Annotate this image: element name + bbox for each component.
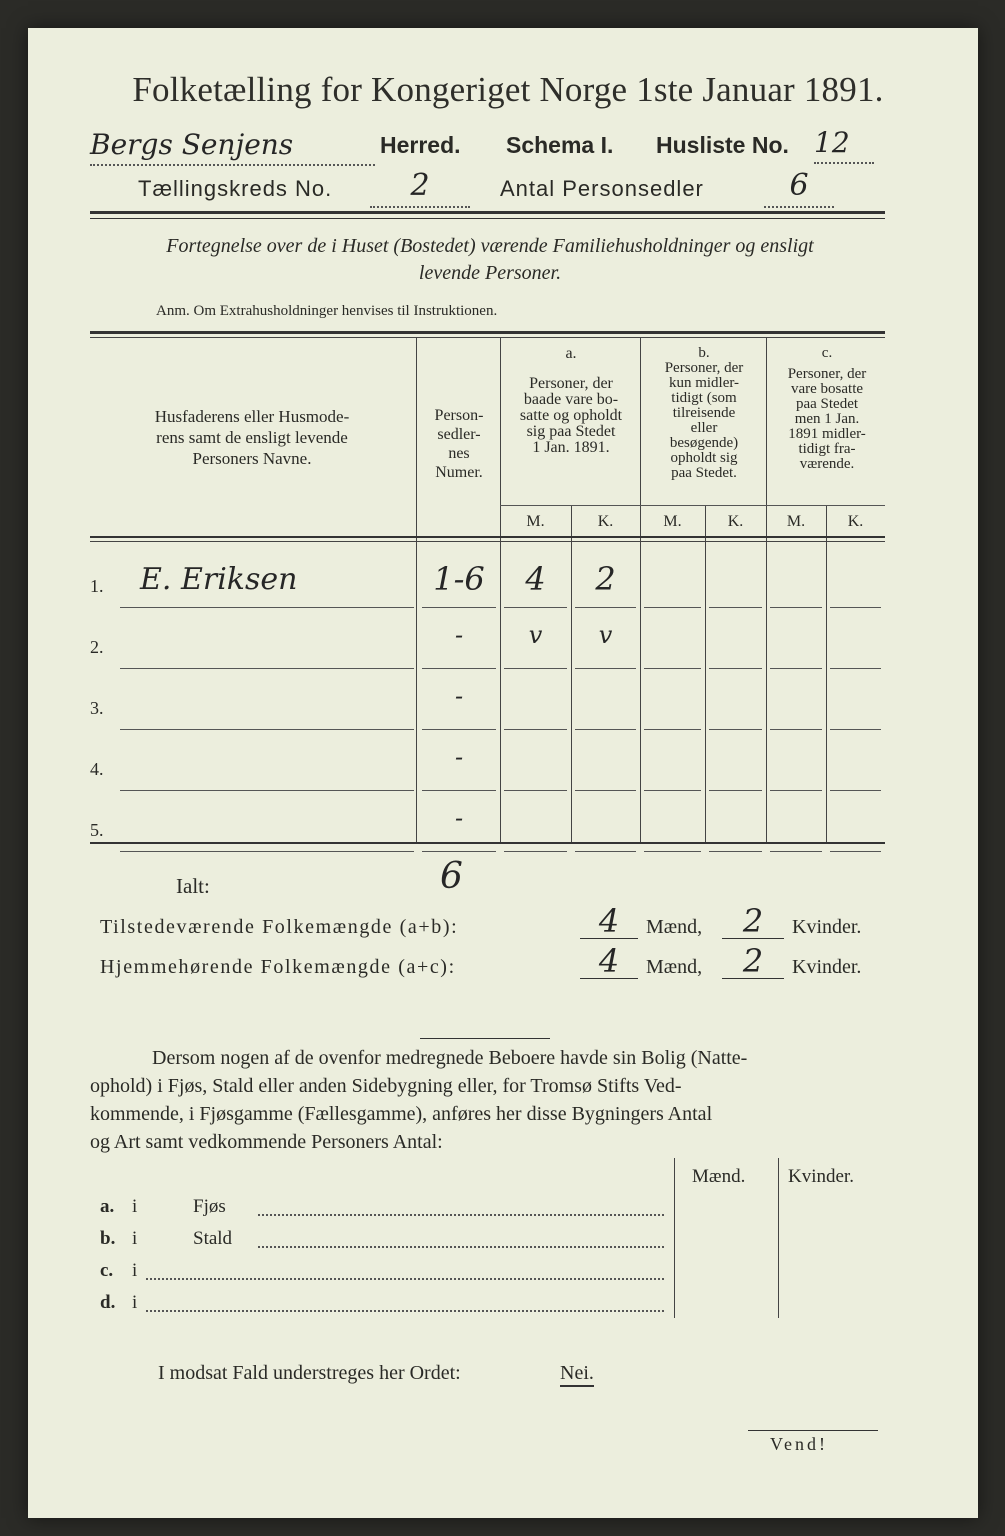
- col-divider: [826, 506, 827, 842]
- tilst-m-value: 4: [580, 902, 638, 939]
- ialt-value: 6: [440, 856, 463, 897]
- cell-line: [709, 607, 762, 608]
- cell-line: [830, 607, 881, 608]
- cell-line: [422, 851, 496, 852]
- col-c-header: [767, 346, 887, 472]
- cell-line: [709, 668, 762, 669]
- header-line: Personer, der: [529, 375, 613, 392]
- cell-line: [770, 729, 822, 730]
- header-line: tidigt fra-: [798, 441, 856, 457]
- row-line: [120, 851, 414, 852]
- num-col-header: [418, 406, 500, 482]
- tellingskreds-value: 2: [370, 168, 470, 208]
- cell-line: [644, 790, 701, 791]
- header-line: paa Stedet.: [671, 465, 737, 481]
- header-line: tidigt (som: [671, 390, 737, 406]
- buildings-row-letter: c.: [100, 1260, 114, 1281]
- col-b-header: [641, 346, 767, 481]
- paragraph-line: og Art samt vedkommende Personers Antal:: [90, 1131, 443, 1153]
- cell-line: [422, 790, 496, 791]
- cell-line: [575, 851, 636, 852]
- col-divider: [705, 506, 706, 842]
- cell-line: [422, 729, 496, 730]
- buildings-row-prep: i: [132, 1228, 138, 1249]
- header-line: kun midler-: [668, 375, 740, 391]
- cell-line: [770, 851, 822, 852]
- header-line: sig paa Stedet: [526, 423, 616, 440]
- header-line: tilreisende: [672, 405, 736, 421]
- census-form: [28, 28, 978, 1518]
- name-col-header: [90, 406, 414, 469]
- cell-line: [830, 668, 881, 669]
- header-line: værende.: [799, 456, 855, 472]
- c-k-label: K.: [847, 513, 864, 530]
- header-line: baade vare bo-: [523, 391, 619, 408]
- col-divider: [571, 506, 572, 842]
- row-name: E. Eriksen: [140, 562, 298, 597]
- intro-line-1: Fortegnelse over de i Huset (Bostedet) værende Familiehusholdninger og ensligt: [166, 235, 814, 257]
- vend-text: Vend!: [770, 1434, 828, 1454]
- row-number: 3.: [90, 698, 104, 718]
- buildings-col-divider: [674, 1158, 675, 1318]
- row-line: [120, 790, 414, 791]
- vend-rule: [748, 1430, 878, 1431]
- modsat-text: I modsat Fald understreges her Ordet:: [158, 1362, 461, 1384]
- header-line: men 1 Jan.: [794, 411, 860, 427]
- buildings-row-dots: [146, 1310, 664, 1312]
- paragraph-line: ophold) i Fjøs, Stald eller anden Sidebygning eller, for Tromsø Stifts Ved-: [90, 1075, 682, 1097]
- buildings-row-prep: i: [132, 1292, 138, 1313]
- section-divider: [420, 1038, 550, 1039]
- buildings-row-label: Fjøs: [193, 1196, 226, 1217]
- cell-sedler: 1-6: [433, 560, 485, 598]
- cell-line: [644, 729, 701, 730]
- header-line: eller: [690, 420, 718, 436]
- cell-line: [504, 851, 567, 852]
- cell-line: [575, 668, 636, 669]
- personsedler-label: Antal Personsedler: [500, 176, 704, 201]
- buildings-row-dots: [146, 1278, 664, 1280]
- schema-label: Schema I.: [506, 132, 614, 158]
- hjem-maend-label: Mænd,: [646, 956, 703, 978]
- cell-a-m: v: [528, 621, 543, 649]
- header-line: nes: [448, 445, 470, 462]
- buildings-row-letter: a.: [100, 1196, 115, 1217]
- cell-line: [575, 607, 636, 608]
- paragraph-line: Dersom nogen af de ovenfor medregnede Beboere havde sin Bolig (Natte-: [152, 1047, 748, 1069]
- c-m-label: M.: [786, 513, 806, 530]
- table-bottom-rule: [90, 842, 885, 844]
- header-line: satte og opholdt: [519, 407, 623, 424]
- buildings-row-dots: [258, 1214, 664, 1216]
- col-a-header: [502, 346, 640, 456]
- b-k-label: K.: [727, 513, 744, 530]
- col-letter: c.: [821, 345, 833, 361]
- row-number: 1.: [90, 576, 104, 596]
- table-top-rule: [90, 331, 885, 334]
- header-line: paa Stedet: [795, 396, 859, 412]
- buildings-row-prep: i: [132, 1196, 138, 1217]
- cell-a-k: v: [598, 621, 613, 649]
- header-line: Person-: [434, 407, 484, 424]
- paragraph-line: kommende, i Fjøsgamme (Fællesgamme), anføres her disse Bygningers Antal: [90, 1103, 713, 1125]
- table-header-rule: [90, 536, 885, 538]
- header-line: 1 Jan. 1891.: [532, 439, 610, 456]
- cell-line: [770, 790, 822, 791]
- buildings-row-label: Stald: [193, 1228, 233, 1249]
- tilst-label: Tilstedeværende Folkemængde (a+b):: [100, 916, 459, 938]
- herred-value: Bergs Senjens: [90, 128, 375, 166]
- b-m-label: M.: [663, 513, 682, 530]
- row-number: 5.: [90, 820, 104, 840]
- header-line: 1891 midler-: [788, 426, 866, 442]
- cell-line: [504, 668, 567, 669]
- row-line: [120, 607, 414, 608]
- a-k-label: K.: [597, 513, 614, 530]
- husliste-value: 12: [814, 126, 874, 164]
- cell-line: [422, 668, 496, 669]
- cell-line: [504, 607, 567, 608]
- subheader-rule: [500, 505, 885, 506]
- row-number: 4.: [90, 759, 104, 779]
- header-rule-thin: [90, 218, 885, 219]
- cell-line: [644, 607, 701, 608]
- cell-sedler: -: [454, 682, 464, 710]
- row-line: [120, 668, 414, 669]
- ialt-label: Ialt:: [176, 874, 210, 898]
- cell-line: [830, 729, 881, 730]
- buildings-paragraph: [90, 1044, 890, 1156]
- header-line: sedler-: [437, 426, 481, 443]
- header-line: Personer, der: [787, 366, 867, 382]
- cell-line: [830, 851, 881, 852]
- anm-note: Anm. Om Extrahusholdninger henvises til Instruktionen.: [156, 303, 498, 319]
- header-line: Personers Navne.: [192, 449, 312, 468]
- cell-line: [422, 607, 496, 608]
- husliste-label: Husliste No.: [656, 132, 789, 158]
- cell-sedler: -: [454, 743, 464, 771]
- buildings-row-prep: i: [132, 1260, 138, 1281]
- tilst-kvinder-label: Kvinder.: [792, 916, 862, 938]
- header-line: Personer, der: [664, 360, 744, 376]
- a-m-label: M.: [526, 513, 545, 530]
- cell-line: [770, 607, 822, 608]
- cell-line: [709, 790, 762, 791]
- cell-line: [575, 729, 636, 730]
- cell-line: [644, 668, 701, 669]
- row-line: [120, 729, 414, 730]
- table-header-rule-thin: [90, 541, 885, 542]
- tellingskreds-label: Tællingskreds No.: [138, 176, 333, 201]
- header-rule: [90, 211, 885, 214]
- header-line: opholdt sig: [670, 450, 738, 466]
- buildings-kvinder-header: Kvinder.: [788, 1166, 854, 1187]
- buildings-row-letter: b.: [100, 1228, 116, 1249]
- buildings-row-letter: d.: [100, 1292, 116, 1313]
- cell-line: [504, 790, 567, 791]
- header-line: Husfaderens eller Husmode-: [154, 407, 350, 426]
- cell-line: [709, 851, 762, 852]
- cell-line: [709, 729, 762, 730]
- form-title: Folketælling for Kongeriget Norge 1ste Januar 1891.: [132, 70, 884, 109]
- cell-sedler: -: [454, 621, 464, 649]
- buildings-maend-header: Mænd.: [692, 1166, 746, 1187]
- cell-line: [644, 851, 701, 852]
- tilst-k-value: 2: [722, 902, 784, 939]
- herred-label: Herred.: [380, 132, 461, 158]
- nei-word: Nei.: [560, 1362, 594, 1387]
- cell-sedler: -: [454, 804, 464, 832]
- hjem-label: Hjemmehørende Folkemængde (a+c):: [100, 956, 456, 978]
- header-line: rens samt de ensligt levende: [156, 428, 348, 447]
- cell-line: [770, 668, 822, 669]
- header-line: Numer.: [435, 464, 483, 481]
- cell-a-k: 2: [595, 560, 616, 598]
- personsedler-value: 6: [764, 168, 834, 208]
- cell-line: [575, 790, 636, 791]
- hjem-m-value: 4: [580, 942, 638, 979]
- hjem-kvinder-label: Kvinder.: [792, 956, 862, 978]
- intro-line-2: levende Personer.: [418, 262, 562, 284]
- header-line: vare bosatte: [790, 381, 864, 397]
- buildings-col-divider: [778, 1158, 779, 1318]
- col-divider: [416, 338, 417, 842]
- col-letter: a.: [565, 345, 577, 362]
- buildings-row-dots: [258, 1246, 664, 1248]
- tilst-maend-label: Mænd,: [646, 916, 703, 938]
- row-number: 2.: [90, 637, 104, 657]
- cell-line: [830, 790, 881, 791]
- cell-a-m: 4: [525, 560, 546, 598]
- header-line: besøgende): [669, 435, 739, 451]
- hjem-k-value: 2: [722, 942, 784, 979]
- col-letter: b.: [698, 345, 710, 361]
- cell-line: [504, 729, 567, 730]
